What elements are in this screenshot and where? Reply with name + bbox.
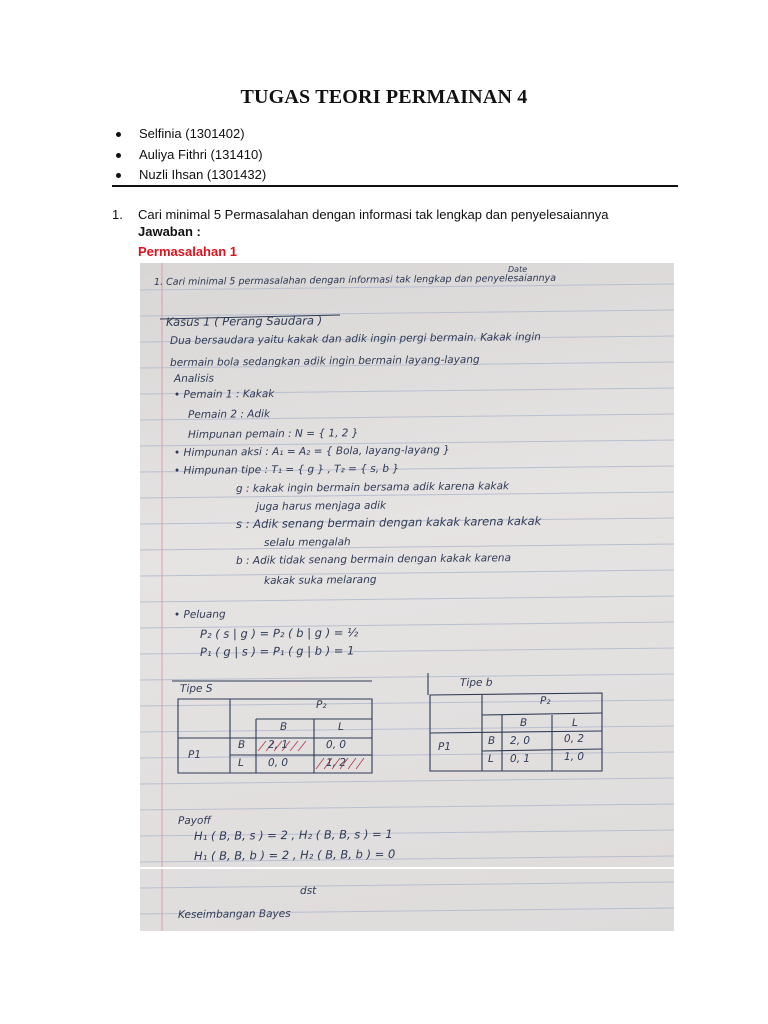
hw-line: Dua bersaudara yaitu kakak dan adik ingin pergi bermain. Kakak ingin — [169, 331, 541, 347]
document-title: TUGAS TEORI PERMAINAN 4 — [240, 86, 528, 108]
hw-table-cell: 1, 0 — [563, 750, 585, 763]
hw-line: H₁ ( B, B, s ) = 2 , H₂ ( B, B, s ) = 1 — [193, 826, 393, 843]
hw-line: kakak suka melarang — [263, 573, 377, 587]
question-text: Cari minimal 5 Permasalahan dengan informasi tak lengkap dan penyelesaiannya — [138, 207, 609, 222]
hw-line: • Pemain 1 : Kakak — [173, 387, 275, 401]
hw-line: 1. Cari minimal 5 permasalahan dengan informasi tak lengkap dan penyelesaiannya — [153, 272, 557, 288]
hw-line: s : Adik senang bermain dengan kakak karena kakak — [235, 513, 542, 531]
hw-table-header: P₂ — [315, 698, 327, 711]
hw-line: g : kakak ingin bermain bersama adik karena kakak — [235, 480, 510, 495]
hw-table-cell: 0, 2 — [563, 732, 585, 745]
hw-line: • Himpunan tipe : T₁ = { g } , T₂ = { s, b } — [173, 462, 400, 477]
hw-table-col: L — [571, 716, 578, 729]
hw-line: dst — [299, 884, 317, 897]
hw-table-cell: 0, 0 — [267, 756, 289, 769]
hw-line: P₂ ( s | g ) = P₂ ( b | g ) = ½ — [199, 625, 359, 641]
question-number: 1. — [112, 207, 123, 222]
hw-line: Analisis — [173, 372, 215, 385]
hw-table-title: Tipe b — [459, 676, 493, 689]
hw-table-row-header: P1 — [187, 748, 202, 761]
hw-line: • Himpunan aksi : A₁ = A₂ = { Bola, layang-layang } — [173, 444, 451, 459]
hw-line: Kasus 1 ( Perang Saudara ) — [165, 313, 323, 329]
hw-table-cell: 2, 0 — [509, 734, 531, 747]
hw-table-col: L — [337, 720, 344, 733]
hw-date: Date — [507, 264, 528, 274]
hw-line: Payoff — [177, 814, 212, 827]
hw-line: selalu mengalah — [263, 536, 351, 549]
author-list — [114, 124, 266, 186]
hw-line: bermain bola sedangkan adik ingin bermain layang-layang — [169, 353, 480, 369]
author-item: Nuzli Ihsan (1301432) — [114, 165, 266, 186]
hw-line: Pemain 2 : Adik — [187, 408, 271, 421]
section-heading: Permasalahan 1 — [138, 244, 238, 259]
hw-table-row: L — [487, 752, 494, 765]
hw-table-row: L — [237, 756, 244, 769]
hw-table-cell: 2, 1 — [267, 738, 289, 751]
hw-table-cell: 1, 2 — [325, 756, 347, 769]
hw-table-row: B — [487, 734, 496, 747]
hw-line: b : Adik tidak senang bermain dengan kakak karena — [235, 552, 512, 567]
answer-label: Jawaban : — [138, 224, 201, 239]
hw-table-cell: 0, 1 — [509, 752, 531, 765]
author-item: Selfinia (1301402) — [114, 124, 266, 145]
hw-line: • Peluang — [173, 608, 226, 621]
hw-line: H₁ ( B, B, b ) = 2 , H₂ ( B, B, b ) = 0 — [193, 846, 396, 863]
hw-table-row-header: P1 — [437, 740, 452, 753]
hw-table-col: B — [519, 716, 528, 729]
hw-line: Himpunan pemain : N = { 1, 2 } — [187, 427, 359, 441]
hw-table-cell: 0, 0 — [325, 738, 347, 751]
hw-table-row: B — [237, 738, 246, 751]
handwritten-notes-photo — [140, 263, 674, 931]
hw-table-col: B — [279, 720, 288, 733]
hw-line: Keseimbangan Bayes — [177, 907, 291, 921]
author-item: Auliya Fithri (131410) — [114, 145, 266, 166]
hw-line: P₁ ( g | s ) = P₁ ( g | b ) = 1 — [199, 643, 355, 659]
hw-line: juga harus menjaga adik — [255, 499, 387, 513]
horizontal-rule — [112, 185, 678, 187]
hw-table-header: P₂ — [539, 694, 551, 707]
hw-table-title: Tipe S — [179, 682, 213, 695]
